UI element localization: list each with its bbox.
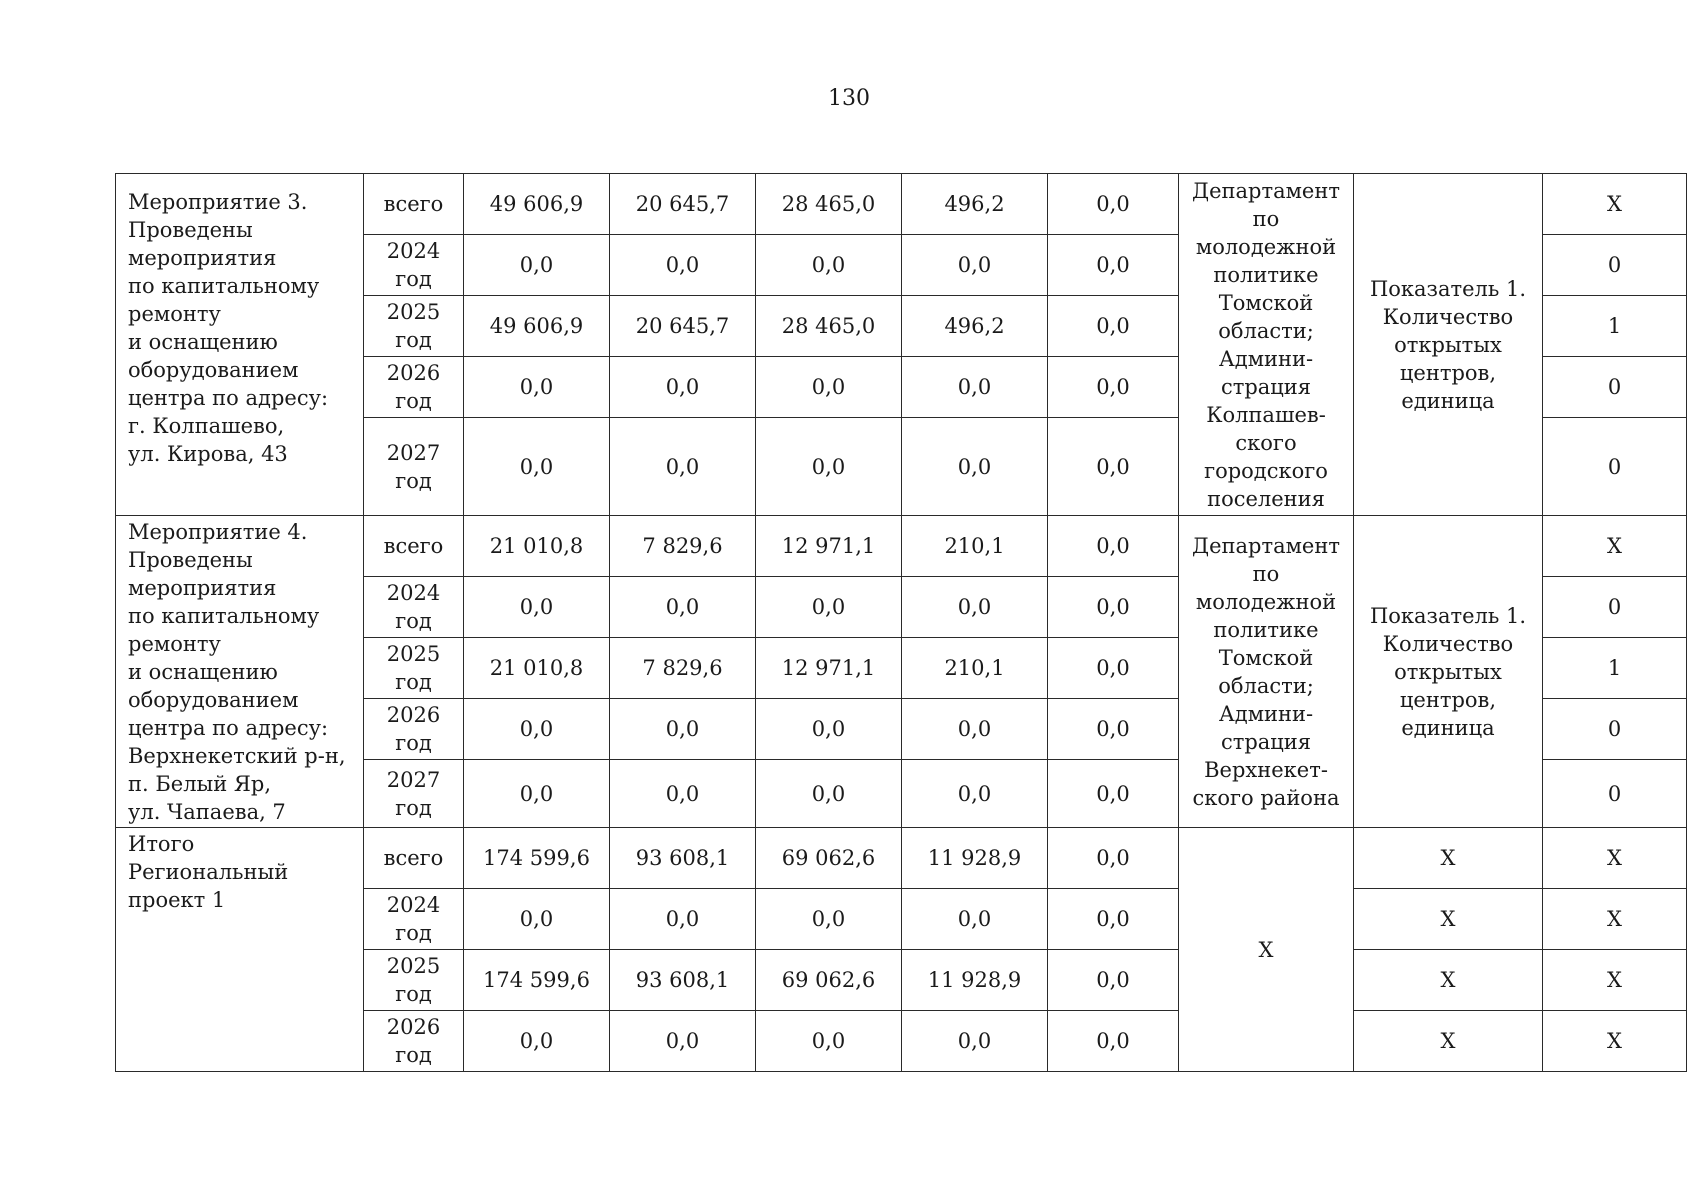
value-cell: 0,0 (902, 577, 1048, 638)
value-cell: 0,0 (1048, 760, 1179, 828)
value-cell: 12 971,1 (756, 516, 902, 577)
target-cell: 1 (1543, 296, 1687, 357)
value-cell: 12 971,1 (756, 638, 902, 699)
value-cell: 93 608,1 (610, 950, 756, 1011)
target-cell: X (1543, 950, 1687, 1011)
value-cell: 7 829,6 (610, 638, 756, 699)
target-cell: 0 (1543, 357, 1687, 418)
value-cell: 11 928,9 (902, 950, 1048, 1011)
value-cell: 0,0 (464, 418, 610, 516)
period-cell: 2024 год (364, 889, 464, 950)
target-cell: X (1543, 174, 1687, 235)
value-cell: 0,0 (902, 760, 1048, 828)
value-cell: 20 645,7 (610, 296, 756, 357)
value-cell: 0,0 (610, 235, 756, 296)
period-cell: 2024 год (364, 577, 464, 638)
indicator-cell: X (1354, 1011, 1543, 1072)
value-cell: 21 010,8 (464, 638, 610, 699)
activity-name-cell: Мероприятие 3. Проведены мероприятия по капитальному ремонту и оснащению оборудованием центра по адресу: г. Колпашево, ул. Кирова, 43 (116, 174, 364, 516)
indicator-cell: X (1354, 828, 1543, 889)
value-cell: 0,0 (610, 760, 756, 828)
value-cell: 0,0 (610, 699, 756, 760)
value-cell: 0,0 (756, 577, 902, 638)
value-cell: 0,0 (610, 577, 756, 638)
target-cell: X (1543, 1011, 1687, 1072)
value-cell: 0,0 (464, 577, 610, 638)
value-cell: 0,0 (902, 1011, 1048, 1072)
value-cell: 0,0 (1048, 174, 1179, 235)
value-cell: 49 606,9 (464, 296, 610, 357)
value-cell: 0,0 (902, 357, 1048, 418)
activity-name-cell: Мероприятие 4. Проведены мероприятия по капитальному ремонту и оснащению оборудованием центра по адресу: Верхнекетский р-н, п. Белый Яр, ул. Чапаева, 7 (116, 516, 364, 828)
value-cell: 496,2 (902, 296, 1048, 357)
value-cell: 20 645,7 (610, 174, 756, 235)
value-cell: 28 465,0 (756, 296, 902, 357)
value-cell: 0,0 (756, 699, 902, 760)
period-cell: 2024 год (364, 235, 464, 296)
value-cell: 0,0 (610, 418, 756, 516)
value-cell: 0,0 (464, 1011, 610, 1072)
value-cell: 0,0 (1048, 1011, 1179, 1072)
value-cell: 0,0 (902, 418, 1048, 516)
value-cell: 69 062,6 (756, 950, 902, 1011)
executor-cell: X (1179, 828, 1354, 1072)
target-cell: X (1543, 828, 1687, 889)
value-cell: 7 829,6 (610, 516, 756, 577)
indicator-cell: Показатель 1. Количество открытых центров, единица (1354, 516, 1543, 828)
value-cell: 0,0 (610, 357, 756, 418)
value-cell: 0,0 (756, 889, 902, 950)
value-cell: 93 608,1 (610, 828, 756, 889)
value-cell: 496,2 (902, 174, 1048, 235)
value-cell: 210,1 (902, 638, 1048, 699)
value-cell: 0,0 (1048, 950, 1179, 1011)
value-cell: 49 606,9 (464, 174, 610, 235)
value-cell: 0,0 (464, 357, 610, 418)
value-cell: 0,0 (464, 235, 610, 296)
target-cell: 0 (1543, 760, 1687, 828)
value-cell: 174 599,6 (464, 828, 610, 889)
period-cell: всего (364, 516, 464, 577)
value-cell: 0,0 (1048, 828, 1179, 889)
value-cell: 0,0 (610, 889, 756, 950)
executor-cell: Департамент по молодежной политике Томской области; Админи- страция Колпашев- ского городского поселения (1179, 174, 1354, 516)
value-cell: 0,0 (1048, 699, 1179, 760)
value-cell: 0,0 (756, 1011, 902, 1072)
target-cell: 0 (1543, 418, 1687, 516)
value-cell: 0,0 (902, 889, 1048, 950)
target-cell: X (1543, 889, 1687, 950)
period-cell: 2025 год (364, 638, 464, 699)
total-name-cell: Итого Региональный проект 1 (116, 828, 364, 1072)
target-cell: 0 (1543, 699, 1687, 760)
value-cell: 21 010,8 (464, 516, 610, 577)
value-cell: 0,0 (1048, 418, 1179, 516)
value-cell: 0,0 (756, 418, 902, 516)
value-cell: 0,0 (1048, 638, 1179, 699)
value-cell: 0,0 (902, 235, 1048, 296)
value-cell: 0,0 (1048, 889, 1179, 950)
period-cell: 2025 год (364, 950, 464, 1011)
value-cell: 0,0 (1048, 296, 1179, 357)
table-row (116, 828, 1687, 889)
value-cell: 0,0 (464, 760, 610, 828)
executor-cell: Департамент по молодежной политике Томской области; Админи- страция Верхнекет- ского района (1179, 516, 1354, 828)
period-cell: 2026 год (364, 357, 464, 418)
period-cell: 2025 год (364, 296, 464, 357)
period-cell: 2027 год (364, 418, 464, 516)
target-cell: 0 (1543, 235, 1687, 296)
period-cell: 2026 год (364, 1011, 464, 1072)
period-cell: 2026 год (364, 699, 464, 760)
value-cell: 0,0 (610, 1011, 756, 1072)
target-cell: X (1543, 516, 1687, 577)
value-cell: 210,1 (902, 516, 1048, 577)
value-cell: 69 062,6 (756, 828, 902, 889)
period-cell: всего (364, 828, 464, 889)
indicator-cell: Показатель 1. Количество открытых центров, единица (1354, 174, 1543, 516)
table-row (116, 174, 1687, 235)
indicator-cell: X (1354, 889, 1543, 950)
period-cell: 2027 год (364, 760, 464, 828)
value-cell: 0,0 (1048, 577, 1179, 638)
value-cell: 0,0 (756, 760, 902, 828)
page-number: 130 (828, 86, 870, 111)
indicator-cell: X (1354, 950, 1543, 1011)
value-cell: 0,0 (756, 357, 902, 418)
period-cell: всего (364, 174, 464, 235)
value-cell: 0,0 (464, 699, 610, 760)
value-cell: 0,0 (1048, 357, 1179, 418)
value-cell: 174 599,6 (464, 950, 610, 1011)
value-cell: 11 928,9 (902, 828, 1048, 889)
value-cell: 0,0 (1048, 235, 1179, 296)
table-row (116, 516, 1687, 577)
value-cell: 28 465,0 (756, 174, 902, 235)
value-cell: 0,0 (756, 235, 902, 296)
value-cell: 0,0 (902, 699, 1048, 760)
value-cell: 0,0 (464, 889, 610, 950)
value-cell: 0,0 (1048, 516, 1179, 577)
budget-table (115, 173, 1687, 1072)
target-cell: 0 (1543, 577, 1687, 638)
target-cell: 1 (1543, 638, 1687, 699)
